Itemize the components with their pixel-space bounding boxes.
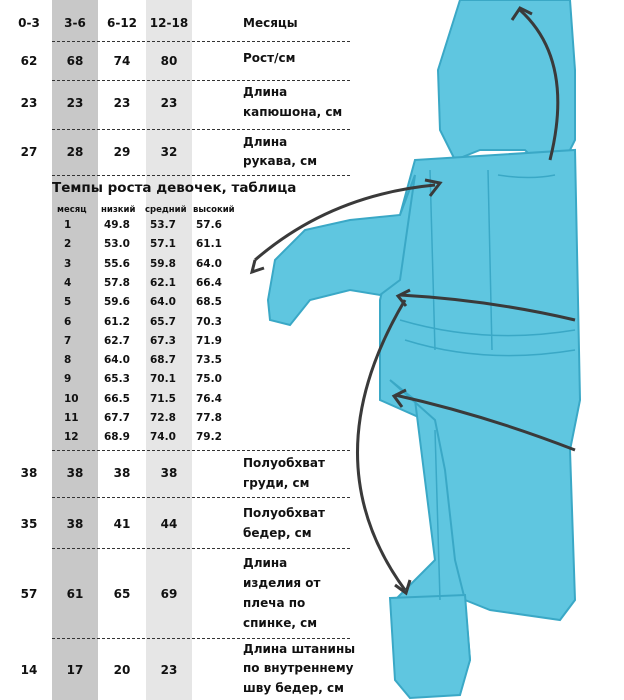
value-cell: 17 [66, 663, 84, 677]
growth-value-cell: 62.1 [150, 276, 176, 289]
growth-header-month: месяц [57, 205, 87, 215]
row-label: Полуобхват [243, 456, 325, 470]
growth-header-mid: средний [145, 205, 187, 215]
growth-value-cell: 74.0 [150, 431, 176, 444]
growth-value-cell: 55.6 [104, 257, 130, 270]
growth-value-cell: 64.0 [104, 354, 130, 367]
growth-value-cell: 64.0 [150, 296, 176, 309]
growth-value-cell: 68.7 [150, 354, 176, 367]
growth-month-cell: 7 [64, 334, 72, 347]
growth-value-cell: 73.5 [196, 354, 222, 367]
value-cell: 20 [113, 663, 131, 677]
growth-month-cell: 3 [64, 257, 72, 270]
growth-value-cell: 59.6 [104, 296, 130, 309]
growth-value-cell: 68.5 [196, 296, 222, 309]
divider [52, 41, 350, 42]
row-label: капюшона, см [243, 105, 343, 119]
growth-value-cell: 53.7 [150, 219, 176, 231]
value-cell: 27 [20, 145, 38, 159]
growth-month-cell: 6 [64, 315, 72, 328]
row-label: Длина [243, 556, 288, 570]
value-cell: 14 [20, 663, 38, 677]
growth-value-cell: 70.1 [150, 373, 176, 386]
growth-value-cell: 75.0 [196, 373, 222, 386]
growth-month-cell: 8 [64, 354, 72, 367]
growth-month-cell: 4 [64, 276, 72, 289]
growth-value-cell: 71.5 [150, 392, 176, 405]
value-cell: 28 [66, 145, 84, 159]
value-cell: 68 [66, 54, 84, 68]
growth-value-cell: 65.3 [104, 373, 130, 386]
growth-value-cell: 70.3 [196, 315, 222, 328]
row-label: рукава, см [243, 154, 318, 168]
growth-month-cell: 12 [64, 431, 79, 444]
divider [52, 80, 350, 81]
divider [52, 548, 350, 549]
value-cell: 35 [20, 517, 38, 531]
value-cell: 23 [113, 96, 131, 110]
growth-value-cell: 67.7 [104, 412, 130, 424]
value-cell: 29 [113, 145, 131, 159]
growth-table-title: Темпы роста девочек, таблица [52, 180, 297, 196]
growth-value-cell: 57.6 [196, 219, 222, 231]
row-label: бедер, см [243, 526, 312, 540]
growth-month-cell: 2 [64, 238, 72, 251]
value-cell: 80 [160, 54, 178, 68]
value-cell: 44 [160, 517, 178, 531]
value-cell: 57 [20, 587, 38, 601]
growth-value-cell: 79.2 [196, 431, 222, 444]
row-label: Длина [243, 135, 288, 149]
divider [52, 450, 350, 451]
month-range-6-12: 6-12 [106, 16, 138, 30]
value-cell: 38 [160, 466, 178, 480]
divider [52, 129, 350, 130]
growth-value-cell: 61.1 [196, 238, 222, 251]
growth-value-cell: 77.8 [196, 412, 222, 424]
value-cell: 23 [66, 96, 84, 110]
row-label: плеча по [243, 596, 306, 610]
growth-value-cell: 64.0 [196, 257, 222, 270]
row-label: спинке, см [243, 616, 318, 630]
growth-value-cell: 61.2 [104, 315, 130, 328]
value-cell: 38 [20, 466, 38, 480]
growth-header-low: низкий [101, 205, 136, 215]
growth-value-cell: 62.7 [104, 334, 130, 347]
growth-value-cell: 59.8 [150, 257, 176, 270]
growth-value-cell: 66.5 [104, 392, 130, 405]
row-label: по внутреннему [243, 661, 354, 675]
growth-value-cell: 53.0 [104, 238, 130, 251]
growth-header-high: высокий [193, 205, 235, 215]
months-label: Месяцы [243, 16, 298, 30]
divider [52, 175, 350, 176]
value-cell: 23 [160, 96, 178, 110]
row-label: шву бедер, см [243, 681, 344, 695]
value-cell: 23 [20, 96, 38, 110]
growth-value-cell: 65.7 [150, 315, 176, 328]
growth-value-cell: 57.8 [104, 276, 130, 289]
value-cell: 74 [113, 54, 131, 68]
value-cell: 32 [160, 145, 178, 159]
growth-month-cell: 5 [64, 296, 72, 309]
growth-value-cell: 57.1 [150, 238, 176, 251]
row-label: груди, см [243, 476, 310, 490]
value-cell: 38 [66, 466, 84, 480]
month-range-12-18: 12-18 [149, 16, 189, 30]
growth-value-cell: 67.3 [150, 334, 176, 347]
row-label: Полуобхват [243, 506, 325, 520]
row-label: Рост/см [243, 51, 296, 65]
value-cell: 61 [66, 587, 84, 601]
growth-value-cell: 49.8 [104, 219, 130, 231]
growth-month-cell: 1 [64, 219, 72, 231]
growth-value-cell: 71.9 [196, 334, 222, 347]
divider [52, 497, 350, 498]
growth-month-cell: 9 [64, 373, 72, 386]
month-range-3-6: 3-6 [64, 16, 86, 30]
growth-month-cell: 11 [64, 412, 79, 424]
value-cell: 23 [160, 663, 178, 677]
value-cell: 38 [113, 466, 131, 480]
value-cell: 41 [113, 517, 131, 531]
row-label: Длина штанины [243, 642, 356, 656]
value-cell: 38 [66, 517, 84, 531]
growth-value-cell: 68.9 [104, 431, 130, 444]
growth-value-cell: 72.8 [150, 412, 176, 424]
value-cell: 62 [20, 54, 38, 68]
growth-month-cell: 10 [64, 392, 79, 405]
row-label: изделия от [243, 576, 321, 590]
value-cell: 65 [113, 587, 131, 601]
growth-value-cell: 76.4 [196, 392, 222, 405]
row-label: Длина [243, 85, 288, 99]
growth-value-cell: 66.4 [196, 276, 222, 289]
value-cell: 69 [160, 587, 178, 601]
month-range-0-3: 0-3 [18, 16, 40, 30]
